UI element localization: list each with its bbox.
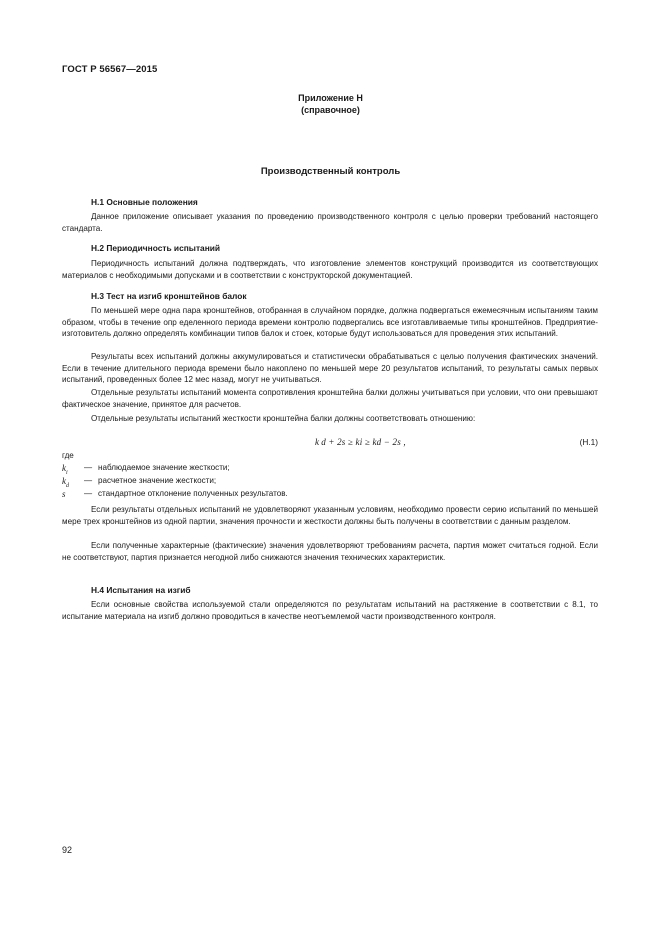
definition-symbol: $k_i$ (62, 463, 68, 476)
section-heading-h4: Н.4 Испытания на изгиб (91, 585, 191, 595)
section-heading-h3: Н.3 Тест на изгиб кронштейнов балок (91, 291, 247, 301)
definition-text: стандартное отклонение полученных результатов. (98, 489, 288, 498)
appendix-label: Приложение Н (298, 93, 363, 103)
definition-text: наблюдаемое значение жесткости; (98, 463, 230, 472)
definition-symbol: $k_d$ (62, 476, 69, 489)
paragraph: Периодичность испытаний должна подтверждать, что изготовление элементов конструкций производится из соответствующих материалов с необходимыми допусками и в соответствии с конструкторской документацией. (62, 259, 598, 280)
appendix-type: (справочное) (301, 105, 360, 115)
section-heading-h1: Н.1 Основные положения (91, 197, 198, 207)
definition-row: $k_i$ — наблюдаемое значение жесткости; (62, 463, 230, 476)
paragraph: Отдельные результаты испытаний жесткости кронштейна балки должны соответствовать отношению: (91, 414, 476, 423)
page-number: 92 (62, 845, 73, 855)
formula-expression: k d + 2s ≥ ki ≥ kd − 2s , (315, 437, 406, 447)
section-heading-h2: Н.2 Периодичность испытаний (91, 243, 221, 253)
page-title: Производственный контроль (260, 166, 401, 177)
paragraph: Отдельные результаты испытаний момента сопротивления кронштейна балки должны учитываться при условии, что они превышают фактическое значение, принятое для расчетов. (62, 388, 598, 409)
formula-h1 (62, 437, 598, 451)
definition-row: s — стандартное отклонение полученных результатов. (62, 489, 598, 501)
paragraph: По меньшей мере одна пара кронштейнов, отобранная в случайном порядке, должна подвергаться ежемесячным испытаниям таким образом, чтобы в течение опр еделенного периода времени контролю подвергались все изготавливаемые типы кронштейнов. Предприятие-изготовитель должно определять комбинации типов балок и стоек, которые будут использоваться для проведения этих испытаний. (62, 306, 598, 339)
definition-row: $k_d$ — расчетное значение жесткости; (62, 476, 217, 489)
paragraph: Результаты всех испытаний должны аккумулироваться и статистически обрабатываться с целью получения фактических значений. Если в течение длительного периода времени было накоплено по меньшей мере 20 результатов испытаний, то результаты самых первых испытаний, проведенных более 12 мес назад, могут не учитываться. (62, 352, 598, 385)
paragraph: Если основные свойства используемой стали определяются по результатам испытаний на растяжение в соответствии с 8.1, то испытание материала на изгиб должно проводиться в качестве неотъемлемой части производственного контроля. (62, 600, 598, 621)
paragraph: Данное приложение описывает указания по проведению производственного контроля с целью проверки требований настоящего стандарта. (62, 212, 598, 233)
paragraph: Если результаты отдельных испытаний не удовлетворяют указанным условиям, необходимо провести серию испытаний по меньшей мере трех кронштейнов из одной партии, значения прочности и жесткости должны быть получены в соответствии с данным разделом. (62, 505, 598, 526)
formula-number: (Н.1) (579, 437, 598, 447)
definition-text: расчетное значение жесткости; (98, 476, 217, 485)
standard-code: ГОСТ Р 56567—2015 (62, 64, 158, 75)
definition-symbol: s (62, 489, 66, 499)
paragraph: Если полученные характерные (фактические) значения удовлетворяют требованиям расчета, партия может считаться годной. Если не соответствуют, партия признается негодной либо снижаются значения технических характеристик. (62, 541, 598, 562)
where-label: где (62, 451, 74, 460)
